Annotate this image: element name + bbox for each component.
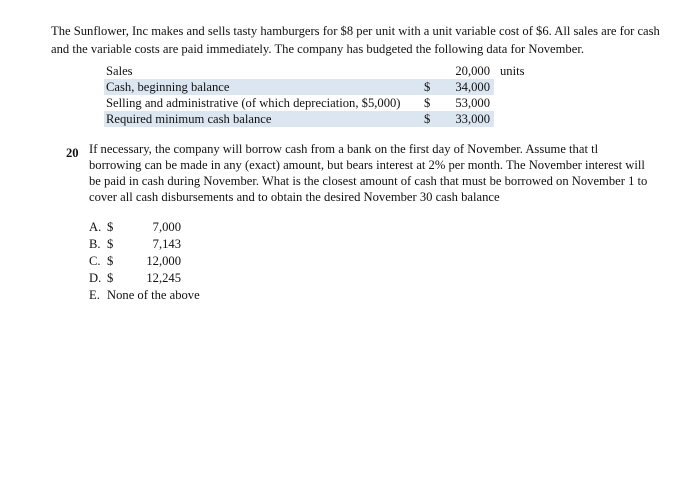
choice-amount: 12,000	[146, 254, 181, 268]
row-currency: $	[424, 79, 438, 95]
table-row	[104, 111, 540, 127]
row-label: Sales	[106, 64, 133, 78]
row-unit	[494, 111, 540, 127]
row-currency: $	[424, 111, 438, 127]
choice-d[interactable]	[89, 270, 200, 287]
choice-amount: 7,000	[152, 220, 181, 234]
row-value: 34,000	[438, 79, 494, 95]
choice-currency: $	[107, 254, 114, 268]
choice-c[interactable]	[89, 253, 200, 270]
row-value: 20,000	[455, 64, 490, 78]
choice-letter: A.	[89, 220, 102, 234]
problem-intro: The Sunflower, Inc makes and sells tasty hamburgers for $8 per unit with a unit variable cost of $6. All sales are for cash and the variable costs are paid immediately. The company has budgeted the following data for November.	[51, 24, 660, 56]
row-value: 53,000	[455, 96, 490, 110]
choice-e[interactable]	[89, 287, 200, 304]
choice-a[interactable]	[89, 219, 200, 236]
row-unit	[494, 79, 540, 95]
row-unit	[494, 95, 540, 111]
choice-letter: C.	[89, 254, 101, 268]
row-unit: units	[500, 64, 525, 78]
row-currency: $	[424, 96, 431, 110]
question-number: 20	[66, 146, 79, 160]
answer-choices	[89, 219, 200, 304]
choice-currency: $	[107, 271, 114, 285]
row-label: Cash, beginning balance	[104, 79, 424, 95]
choice-letter: D.	[89, 271, 102, 285]
row-label: Required minimum cash balance	[104, 111, 424, 127]
row-label: Selling and administrative (of which depreciation, $5,000)	[106, 96, 401, 110]
choice-currency: $	[107, 237, 114, 251]
table-row	[104, 95, 540, 111]
table-row	[104, 63, 540, 79]
choice-currency: $	[107, 220, 114, 234]
row-value: 33,000	[438, 111, 494, 127]
row-currency	[424, 63, 438, 79]
budget-data-table	[104, 63, 540, 127]
choice-amount: 7,143	[152, 237, 181, 251]
choice-letter: E.	[89, 288, 100, 302]
choice-b[interactable]	[89, 236, 200, 253]
choice-amount: 12,245	[146, 271, 181, 285]
table-row	[104, 79, 540, 95]
choice-text: None of the above	[107, 288, 200, 302]
choice-letter: B.	[89, 237, 101, 251]
question-text: If necessary, the company will borrow cash from a bank on the first day of November. Assume that tl borrowing can be made in any (exact) amount, but bears interest at 2% per month. The November interest will be paid in cash during November. What is the closest amount of cash that must be borrowed on November 1 to cover all cash disbursements and to obtain the desired November 30 cash balance	[89, 142, 648, 204]
